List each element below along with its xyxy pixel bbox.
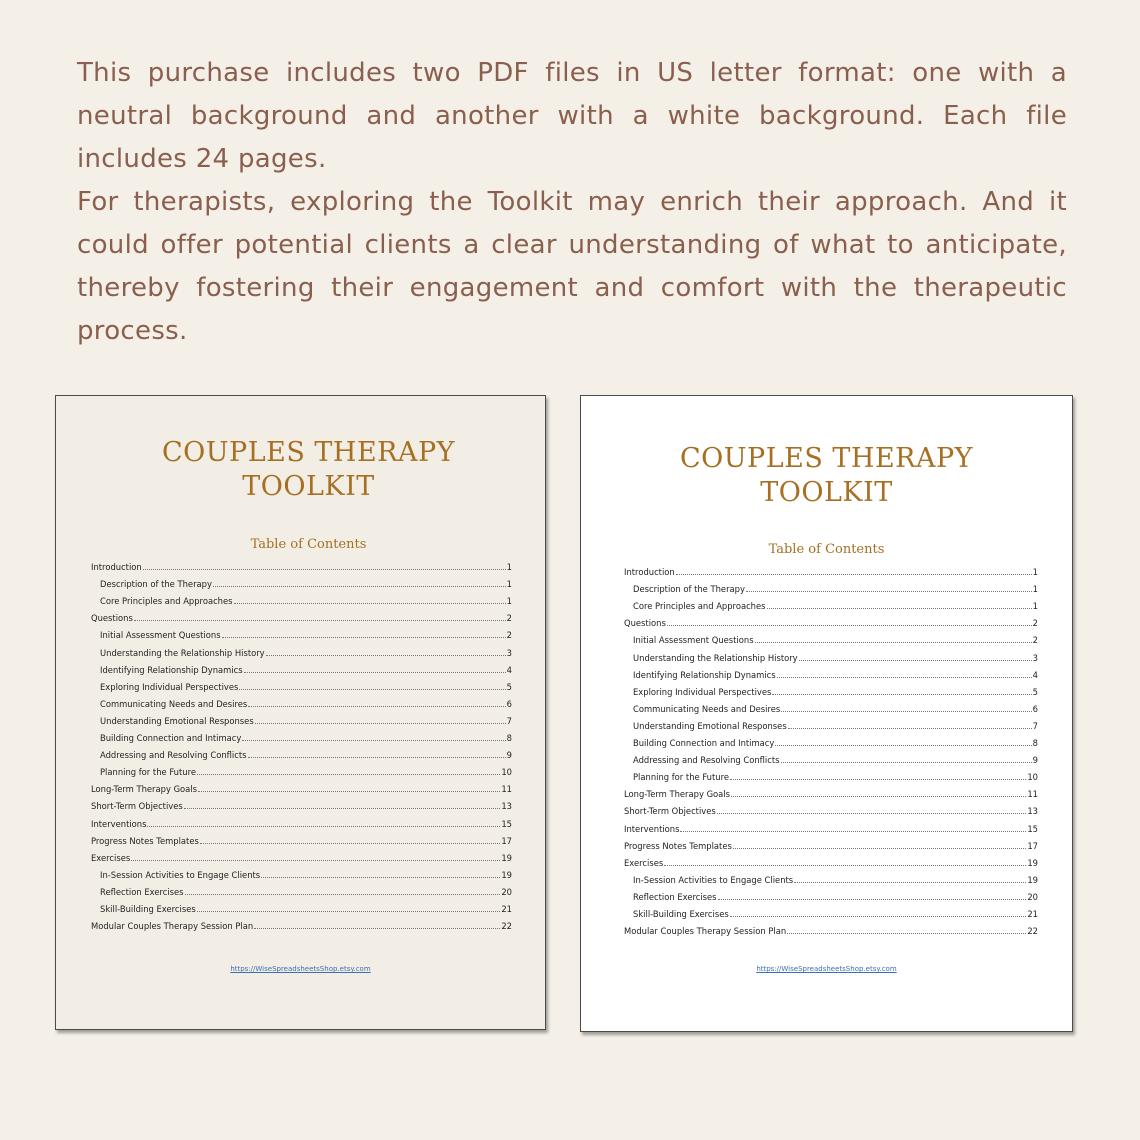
- title-line-2: TOOLKIT: [760, 477, 893, 508]
- toc-entry-label: Exploring Individual Perspectives: [100, 681, 239, 692]
- toc-entry-label: Understanding the Relationship History: [100, 647, 265, 658]
- toc-leader-dots: [781, 761, 1032, 763]
- toc-leader-dots: [266, 654, 506, 656]
- document-title: [581, 442, 1072, 510]
- toc-entry[interactable]: [91, 709, 512, 726]
- toc-entry-label: Exploring Individual Perspectives: [633, 686, 772, 697]
- toc-entry[interactable]: [624, 919, 1038, 936]
- toc-entry-label: Progress Notes Templates: [91, 835, 199, 846]
- intro-text: [77, 52, 1067, 353]
- toc-entry-label: Core Principles and Approaches: [100, 596, 233, 607]
- toc-leader-dots: [131, 859, 500, 861]
- toc-entry-page: 22: [501, 921, 512, 932]
- toc-entry-page: 10: [501, 767, 512, 778]
- title-line-1: COUPLES THERAPY: [679, 443, 974, 474]
- toc-entry[interactable]: [91, 743, 512, 760]
- toc-entry-page: 3: [1032, 652, 1038, 663]
- toc-entry-page: 2: [506, 613, 512, 624]
- toc-entry-page: 19: [501, 852, 512, 863]
- toc-leader-dots: [730, 915, 1027, 917]
- toc-leader-dots: [680, 830, 1026, 832]
- toc-entry[interactable]: [91, 897, 512, 914]
- toc-leader-dots: [746, 590, 1032, 592]
- toc-leader-dots: [213, 585, 506, 587]
- toc-entry-page: 21: [1027, 908, 1038, 919]
- toc-entry-label: Short-Term Objectives: [624, 806, 716, 817]
- toc-entry[interactable]: [624, 885, 1038, 902]
- intro-paragraph-formats: This purchase includes two PDF files in US letter format: one with a neutral background and another with a white background. Each file includes 24 pages.: [77, 58, 1067, 174]
- toc-entry-page: 1: [1032, 567, 1038, 578]
- toc-entry[interactable]: [624, 680, 1038, 697]
- toc-entry-page: 1: [1032, 584, 1038, 595]
- toc-entry[interactable]: [91, 640, 512, 657]
- toc-entry-page: 19: [501, 869, 512, 880]
- toc-leader-dots: [198, 790, 500, 792]
- toc-entry-page: 11: [1027, 789, 1038, 800]
- toc-entry-page: 4: [1032, 669, 1038, 680]
- toc-entry-label: Building Connection and Intimacy: [100, 733, 242, 744]
- toc-entry-label: Addressing and Resolving Conflicts: [100, 750, 247, 761]
- toc-entry-label: In-Session Activities to Engage Clients: [100, 869, 261, 880]
- toc-leader-dots: [772, 693, 1031, 695]
- toc-entry-page: 8: [1032, 738, 1038, 749]
- toc-entry-page: 19: [1027, 874, 1038, 885]
- toc-entry[interactable]: [624, 834, 1038, 851]
- toc-entry-page: 1: [506, 579, 512, 590]
- toc-entry[interactable]: [91, 658, 512, 675]
- toc-entry[interactable]: [91, 914, 512, 931]
- toc-leader-dots: [239, 688, 505, 690]
- toc-entry-label: Reflection Exercises: [100, 886, 184, 897]
- toc-entry[interactable]: [624, 782, 1038, 799]
- toc-leader-dots: [794, 881, 1026, 883]
- toc-entry-page: 1: [506, 596, 512, 607]
- toc-entry-label: Understanding Emotional Responses: [100, 715, 254, 726]
- toc-entry-label: Skill-Building Exercises: [633, 908, 729, 919]
- toc-entry-label: Building Connection and Intimacy: [633, 738, 775, 749]
- toc-entry-page: 13: [1027, 806, 1038, 817]
- toc-entry-label: Interventions: [624, 823, 680, 834]
- toc-entry-label: Skill-Building Exercises: [100, 903, 196, 914]
- toc-leader-dots: [261, 876, 500, 878]
- toc-entry-page: 17: [501, 835, 512, 846]
- toc-entry[interactable]: [624, 902, 1038, 919]
- toc-entry-page: 10: [1027, 772, 1038, 783]
- toc-entry-label: Identifying Relationship Dynamics: [633, 669, 776, 680]
- toc-entry-label: Description of the Therapy: [633, 584, 745, 595]
- toc-leader-dots: [184, 807, 501, 809]
- toc-entry-page: 2: [506, 630, 512, 641]
- toc-entry-page: 15: [1027, 823, 1038, 834]
- toc-entry[interactable]: [624, 594, 1038, 611]
- toc-entry[interactable]: [91, 726, 512, 743]
- toc-entry[interactable]: [91, 846, 512, 863]
- title-line-1: COUPLES THERAPY: [161, 437, 456, 468]
- toc-entry-page: 13: [501, 801, 512, 812]
- toc-entry-label: Questions: [91, 613, 133, 624]
- toc-entry[interactable]: [91, 572, 512, 589]
- toc-entry[interactable]: [624, 816, 1038, 833]
- toc-leader-dots: [664, 864, 1026, 866]
- toc-entry-label: Modular Couples Therapy Session Plan: [91, 921, 254, 932]
- document-title: [64, 436, 553, 504]
- toc-entry-page: 7: [1032, 720, 1038, 731]
- toc-leader-dots: [244, 671, 506, 673]
- toc-entry-label: Core Principles and Approaches: [633, 601, 766, 612]
- toc-entry-label: Progress Notes Templates: [624, 840, 732, 851]
- toc-entry-page: 21: [501, 903, 512, 914]
- toc-heading: Table of Contents: [768, 542, 885, 557]
- toc-leader-dots: [788, 727, 1032, 729]
- toc-entry-label: Long-Term Therapy Goals: [91, 784, 197, 795]
- toc-leader-dots: [787, 932, 1026, 934]
- toc-leader-dots: [242, 739, 505, 741]
- toc-entry[interactable]: [91, 555, 512, 572]
- toc-entry-label: Long-Term Therapy Goals: [624, 789, 730, 800]
- toc-entry[interactable]: [624, 645, 1038, 662]
- toc-entry[interactable]: [91, 760, 512, 777]
- toc-entry[interactable]: [624, 577, 1038, 594]
- toc-entry[interactable]: [624, 697, 1038, 714]
- intro-paragraph-therapists: For therapists, exploring the Toolkit may enrich their approach. And it could offer potential clients a clear understanding of what to anticipate, thereby fostering their engagement and comfort with the therapeutic process.: [77, 187, 1067, 346]
- toc-entry-page: 2: [1032, 635, 1038, 646]
- toc-entry[interactable]: [91, 880, 512, 897]
- toc-leader-dots: [781, 710, 1031, 712]
- toc-entry-label: Identifying Relationship Dynamics: [100, 664, 243, 675]
- toc-entry[interactable]: [624, 663, 1038, 680]
- toc-leader-dots: [200, 842, 500, 844]
- toc-leader-dots: [731, 795, 1026, 797]
- toc-entry-page: 22: [1027, 926, 1038, 937]
- toc-entry-label: Understanding the Relationship History: [633, 652, 798, 663]
- toc-leader-dots: [733, 847, 1026, 849]
- page-preview-neutral: [55, 395, 546, 1030]
- toc-entry-page: 9: [1032, 755, 1038, 766]
- toc-leader-dots: [255, 722, 506, 724]
- toc-entry-label: Introduction: [624, 567, 675, 578]
- toc-entry[interactable]: [91, 863, 512, 880]
- toc-entry[interactable]: [91, 606, 512, 623]
- toc-leader-dots: [143, 568, 506, 570]
- toc-entry[interactable]: [624, 868, 1038, 885]
- toc-entry-label: Questions: [624, 618, 666, 629]
- toc-entry[interactable]: [91, 811, 512, 828]
- toc-entry-page: 6: [506, 698, 512, 709]
- toc-entry[interactable]: [91, 777, 512, 794]
- toc-leader-dots: [254, 927, 500, 929]
- toc-entry[interactable]: [91, 623, 512, 640]
- toc-leader-dots: [775, 744, 1031, 746]
- toc-leader-dots: [185, 893, 501, 895]
- toc-entry-label: Exercises: [91, 852, 131, 863]
- toc-entry-page: 7: [506, 715, 512, 726]
- toc-entry-page: 19: [1027, 857, 1038, 868]
- toc-entry-label: Communicating Needs and Desires: [633, 703, 781, 714]
- toc-entry-page: 9: [506, 750, 512, 761]
- toc-entry-label: Exercises: [624, 857, 664, 868]
- toc-entry[interactable]: [91, 675, 512, 692]
- toc-entry-label: Interventions: [91, 818, 147, 829]
- toc-leader-dots: [799, 659, 1032, 661]
- toc-entry-label: Description of the Therapy: [100, 579, 212, 590]
- toc-entry-page: 20: [1027, 891, 1038, 902]
- toc-entry[interactable]: [624, 765, 1038, 782]
- toc-leader-dots: [676, 573, 1032, 575]
- title-line-2: TOOLKIT: [242, 471, 375, 502]
- toc-entry[interactable]: [624, 748, 1038, 765]
- toc-leader-dots: [717, 812, 1027, 814]
- toc-entry-label: Initial Assessment Questions: [633, 635, 754, 646]
- toc-entry-page: 5: [1032, 686, 1038, 697]
- shop-link[interactable]: https://WiseSpreadsheetsShop.etsy.com: [230, 965, 371, 973]
- toc-entry[interactable]: [624, 799, 1038, 816]
- toc-entry-page: 3: [506, 647, 512, 658]
- table-of-contents: [91, 555, 512, 931]
- toc-entry[interactable]: [91, 794, 512, 811]
- toc-entry[interactable]: [91, 589, 512, 606]
- toc-entry-page: 1: [506, 562, 512, 573]
- toc-entry-label: Introduction: [91, 562, 142, 573]
- toc-entry-label: Addressing and Resolving Conflicts: [633, 755, 780, 766]
- toc-entry[interactable]: [91, 692, 512, 709]
- table-of-contents: [624, 560, 1038, 936]
- toc-entry[interactable]: [91, 829, 512, 846]
- toc-entry[interactable]: [624, 611, 1038, 628]
- toc-entry-page: 8: [506, 733, 512, 744]
- toc-entry-label: Short-Term Objectives: [91, 801, 183, 812]
- toc-leader-dots: [147, 825, 500, 827]
- toc-entry[interactable]: [624, 714, 1038, 731]
- toc-entry-label: Initial Assessment Questions: [100, 630, 221, 641]
- toc-heading: Table of Contents: [250, 537, 367, 552]
- toc-entry-label: Reflection Exercises: [633, 891, 717, 902]
- page-preview-white: [580, 395, 1073, 1032]
- toc-entry[interactable]: [624, 628, 1038, 645]
- toc-entry-page: 1: [1032, 601, 1038, 612]
- toc-entry-page: 15: [501, 818, 512, 829]
- toc-entry-label: In-Session Activities to Engage Clients: [633, 874, 794, 885]
- toc-leader-dots: [248, 705, 505, 707]
- toc-entry-page: 20: [501, 886, 512, 897]
- toc-entry[interactable]: [624, 851, 1038, 868]
- toc-entry-page: 2: [1032, 618, 1038, 629]
- toc-leader-dots: [767, 607, 1032, 609]
- toc-leader-dots: [222, 636, 506, 638]
- toc-entry-page: 11: [501, 784, 512, 795]
- toc-entry-page: 6: [1032, 703, 1038, 714]
- toc-leader-dots: [755, 641, 1032, 643]
- toc-entry[interactable]: [624, 560, 1038, 577]
- toc-entry-label: Planning for the Future: [633, 772, 729, 783]
- toc-leader-dots: [197, 773, 500, 775]
- toc-leader-dots: [667, 624, 1032, 626]
- toc-leader-dots: [730, 778, 1026, 780]
- toc-entry-label: Planning for the Future: [100, 767, 196, 778]
- toc-entry-page: 5: [506, 681, 512, 692]
- toc-entry-page: 17: [1027, 840, 1038, 851]
- toc-entry-page: 4: [506, 664, 512, 675]
- toc-leader-dots: [134, 619, 506, 621]
- toc-entry-label: Modular Couples Therapy Session Plan: [624, 926, 787, 937]
- toc-entry-label: Understanding Emotional Responses: [633, 720, 787, 731]
- toc-entry-label: Communicating Needs and Desires: [100, 698, 248, 709]
- toc-leader-dots: [234, 602, 506, 604]
- shop-link[interactable]: https://WiseSpreadsheetsShop.etsy.com: [756, 965, 897, 973]
- toc-leader-dots: [718, 898, 1027, 900]
- toc-entry[interactable]: [624, 731, 1038, 748]
- toc-leader-dots: [197, 910, 501, 912]
- toc-leader-dots: [777, 676, 1032, 678]
- toc-leader-dots: [248, 756, 506, 758]
